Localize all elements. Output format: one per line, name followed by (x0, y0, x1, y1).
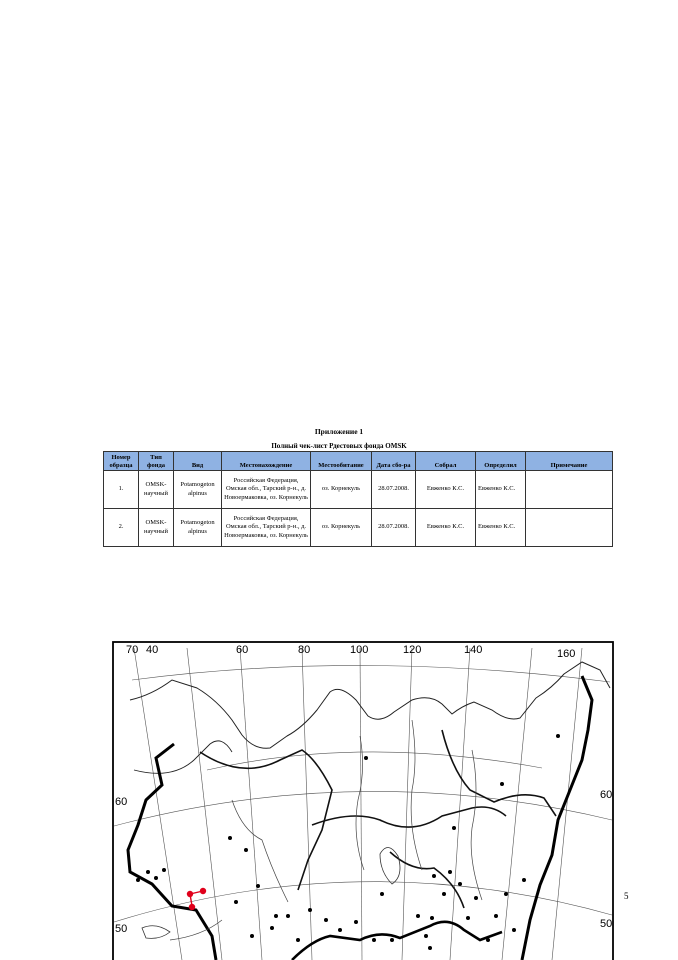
dot (234, 900, 238, 904)
longitude-label: 80 (298, 644, 311, 656)
longitude-label: 160 (557, 648, 576, 660)
dot (270, 926, 274, 930)
header-collector: Собрал (416, 452, 476, 471)
header-identifier: Определил (476, 452, 526, 471)
dot (256, 884, 260, 888)
table-row (104, 509, 613, 547)
longitude-label: 60 (236, 644, 249, 656)
dot (308, 908, 312, 912)
dot (556, 734, 560, 738)
dot (274, 914, 278, 918)
dot (486, 938, 490, 942)
dot (466, 916, 470, 920)
cell-fund-type: OMSK-научный (139, 471, 174, 509)
dot (146, 870, 150, 874)
dot (458, 882, 462, 886)
dot (154, 876, 158, 880)
map-svg (112, 640, 624, 960)
longitude-label: 100 (350, 644, 369, 656)
dot (338, 928, 342, 932)
cell-location: Российская Федерация, Омская обл., Тарский р-н., д. Новоермаковка, оз. Корнекуль (222, 471, 311, 509)
header-note: Примечание (526, 452, 613, 471)
dot (428, 946, 432, 950)
cell-identifier: Евженко К.С. (476, 471, 526, 509)
dot (430, 916, 434, 920)
header-species: Вид (174, 452, 222, 471)
coastline-west (134, 741, 232, 773)
dot (364, 756, 368, 760)
dot (162, 868, 166, 872)
graticule-meridians (134, 648, 582, 960)
cell-collector: Евженко К.С. (416, 509, 476, 547)
coastline (130, 662, 610, 748)
latitude-label: 60 (115, 796, 128, 808)
cell-date: 28.07.2008. (372, 471, 416, 509)
latitude-label: 50 (115, 923, 128, 935)
dot (286, 914, 290, 918)
cell-fund-type: OMSK-научный (139, 509, 174, 547)
cell-habitat: оз. Корнекуль (311, 471, 372, 509)
latitude-label: 50 (600, 918, 613, 930)
dot (504, 892, 508, 896)
dot (244, 848, 248, 852)
lake-outline (142, 926, 170, 939)
cell-note (526, 509, 613, 547)
longitude-label: 40 (146, 644, 159, 656)
distribution-map (112, 640, 624, 960)
checklist-table (103, 451, 613, 547)
table-row (104, 471, 613, 509)
table-caption: Полный чек-лист Рдестовых фонда OMSK (271, 442, 407, 450)
header-location: Местонахождение (222, 452, 311, 471)
dot (494, 914, 498, 918)
dot (474, 896, 478, 900)
dot (512, 928, 516, 932)
highlight-dot (189, 904, 195, 910)
dot (432, 874, 436, 878)
dot (380, 892, 384, 896)
cell-habitat: оз. Корнекуль (311, 509, 372, 547)
dot (324, 918, 328, 922)
dot (372, 938, 376, 942)
dot (296, 938, 300, 942)
header-number: Номер образца (104, 452, 139, 471)
border-east (522, 676, 592, 960)
dot (500, 782, 504, 786)
cell-location: Российская Федерация, Омская обл., Тарский р-н., д. Новоермаковка, оз. Корнекуль (222, 509, 311, 547)
dot (442, 892, 446, 896)
header-fund-type: Тип фонда (139, 452, 174, 471)
cell-species: Potamogeton alpinus (174, 471, 222, 509)
cell-number: 1. (104, 471, 139, 509)
header-habitat: Местообитание (311, 452, 372, 471)
cell-species: Potamogeton alpinus (174, 509, 222, 547)
dot (390, 938, 394, 942)
dot (452, 826, 456, 830)
rivers (170, 720, 482, 940)
latitude-label: 60 (600, 789, 613, 801)
dot (228, 836, 232, 840)
dot (354, 920, 358, 924)
longitude-label: 70 (126, 644, 139, 656)
cell-collector: Евженко К.С. (416, 471, 476, 509)
appendix-title: Приложение 1 (314, 427, 364, 436)
dot (250, 934, 254, 938)
dot (522, 878, 526, 882)
highlight-dot (187, 891, 193, 897)
dot (424, 934, 428, 938)
dot (136, 878, 140, 882)
graticule-parallels (114, 665, 612, 922)
longitude-label: 120 (403, 644, 422, 656)
range-boundaries (200, 730, 556, 908)
map-frame (113, 642, 613, 960)
page-number: 5 (624, 891, 629, 901)
header-date: Дата сбо-ра (372, 452, 416, 471)
highlight-dot (200, 888, 206, 894)
cell-number: 2. (104, 509, 139, 547)
longitude-label: 140 (464, 644, 483, 656)
cell-identifier: Евженко К.С. (476, 509, 526, 547)
dot (416, 914, 420, 918)
dot (448, 870, 452, 874)
cell-date: 28.07.2008. (372, 509, 416, 547)
border-south (292, 922, 502, 960)
table-header-row (104, 452, 613, 471)
border-west (128, 744, 216, 960)
cell-note (526, 471, 613, 509)
